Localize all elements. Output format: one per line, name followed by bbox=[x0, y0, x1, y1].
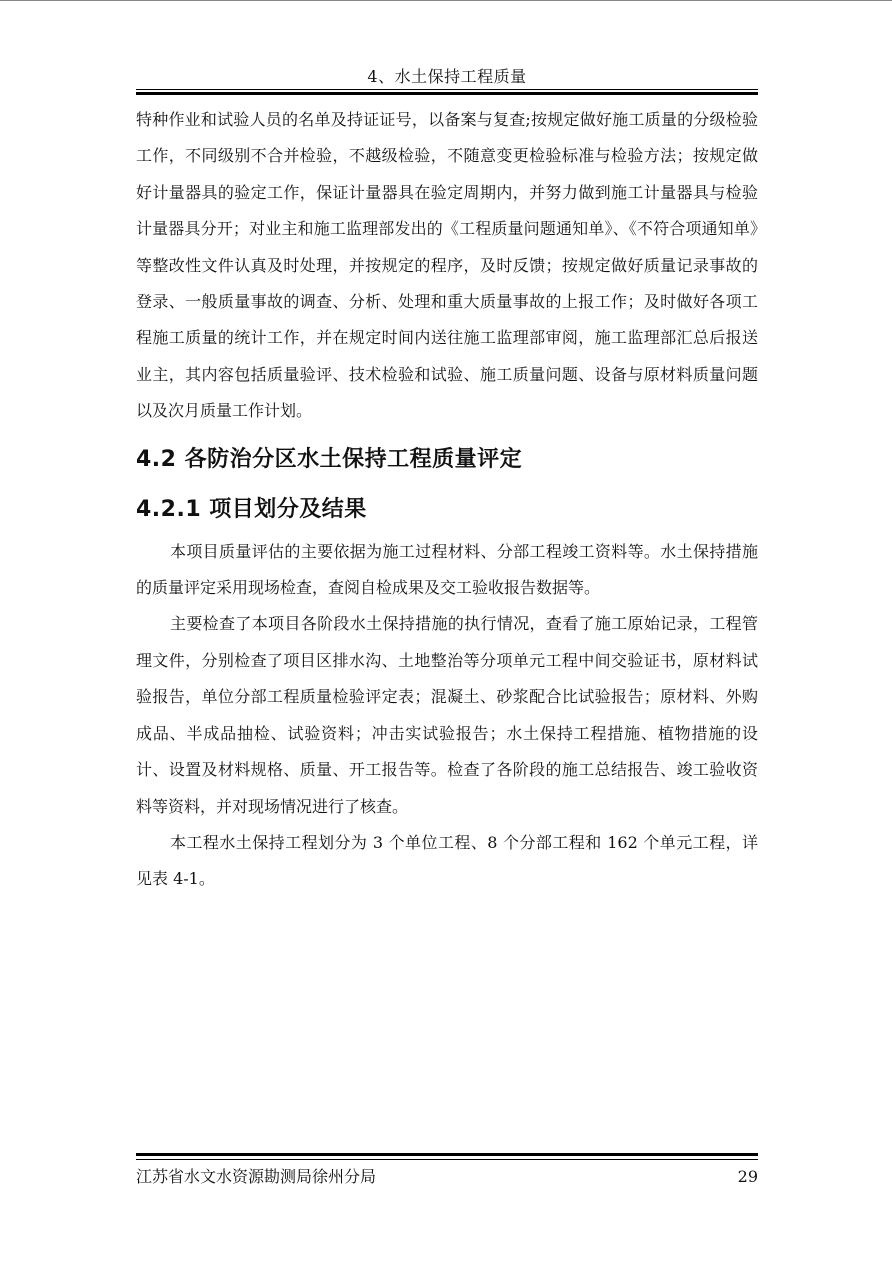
paragraph-project-division: 本工程水土保持工程划分为 3 个单位工程、8 个分部工程和 162 个单元工程，详见表 4-1。 bbox=[136, 832, 758, 889]
paragraph-evaluation-basis: 本项目质量评估的主要依据为施工过程材料、分部工程竣工资料等。水土保持措施的质量评定采用现场检查，查阅自检成果及交工验收报告数据等。 bbox=[136, 541, 758, 598]
page-top-border bbox=[0, 0, 892, 1]
footer-rule-thick bbox=[136, 1153, 758, 1156]
intro-paragraph: 特种作业和试验人员的名单及持证证号，以备案与复查;按规定做好施工质量的分级检验工作，不同级别不合并检验，不越级检验，不随意变更检验标准与检验方法；按规定做好计量器具的验定工作，保证计量器具在验定周期内，并努力做到施工计量器具与检验计量器具分开；对业主和施工监理部发出的《工程质量问题通知单》、《不符合项通知单》等整改性文件认真及时处理，并按规定的程序，及时反馈；按规定做好质量记录事故的登录、一般质量事故的调查、分析、处理和重大质量事故的上报工作；及时做好各项工程施工质量的统计工作，并在规定时间内送往施工监理部审阅，施工监理部汇总后报送业主，其内容包括质量验评、技术检验和试验、施工质量问题、设备与原材料质量问题以及次月质量工作计划。 bbox=[136, 110, 758, 421]
section-heading: 4.2 各防治分区水土保持工程质量评定 bbox=[136, 446, 523, 472]
header-rule-thick bbox=[136, 92, 758, 95]
paragraph-inspection-details: 主要检查了本项目各阶段水土保持措施的执行情况，查看了施工原始记录，工程管理文件，分别检查了项目区排水沟、土地整治等分项单元工程中间交验证书，原材料试验报告，单位分部工程质量检验评定表；混凝土、砂浆配合比试验报告；原材料、外购成品、半成品抽检、试验资料；冲击实试验报告；水土保持工程措施、植物措施的设计、设置及材料规格、质量、开工报告等。检查了各阶段的施工总结报告、竣工验收资料等资料，并对现场情况进行了核查。 bbox=[136, 614, 758, 816]
subsection-heading: 4.2.1 项目划分及结果 bbox=[136, 496, 367, 522]
page-content bbox=[136, 102, 758, 898]
footer-rule-thin bbox=[136, 1159, 758, 1160]
header-rule-thin bbox=[136, 89, 758, 90]
running-header-title: 4、水土保持工程质量 bbox=[367, 67, 527, 86]
footer-organization: 江苏省水文水资源勘测局徐州分局 bbox=[136, 1167, 377, 1186]
page-number: 29 bbox=[737, 1167, 758, 1186]
